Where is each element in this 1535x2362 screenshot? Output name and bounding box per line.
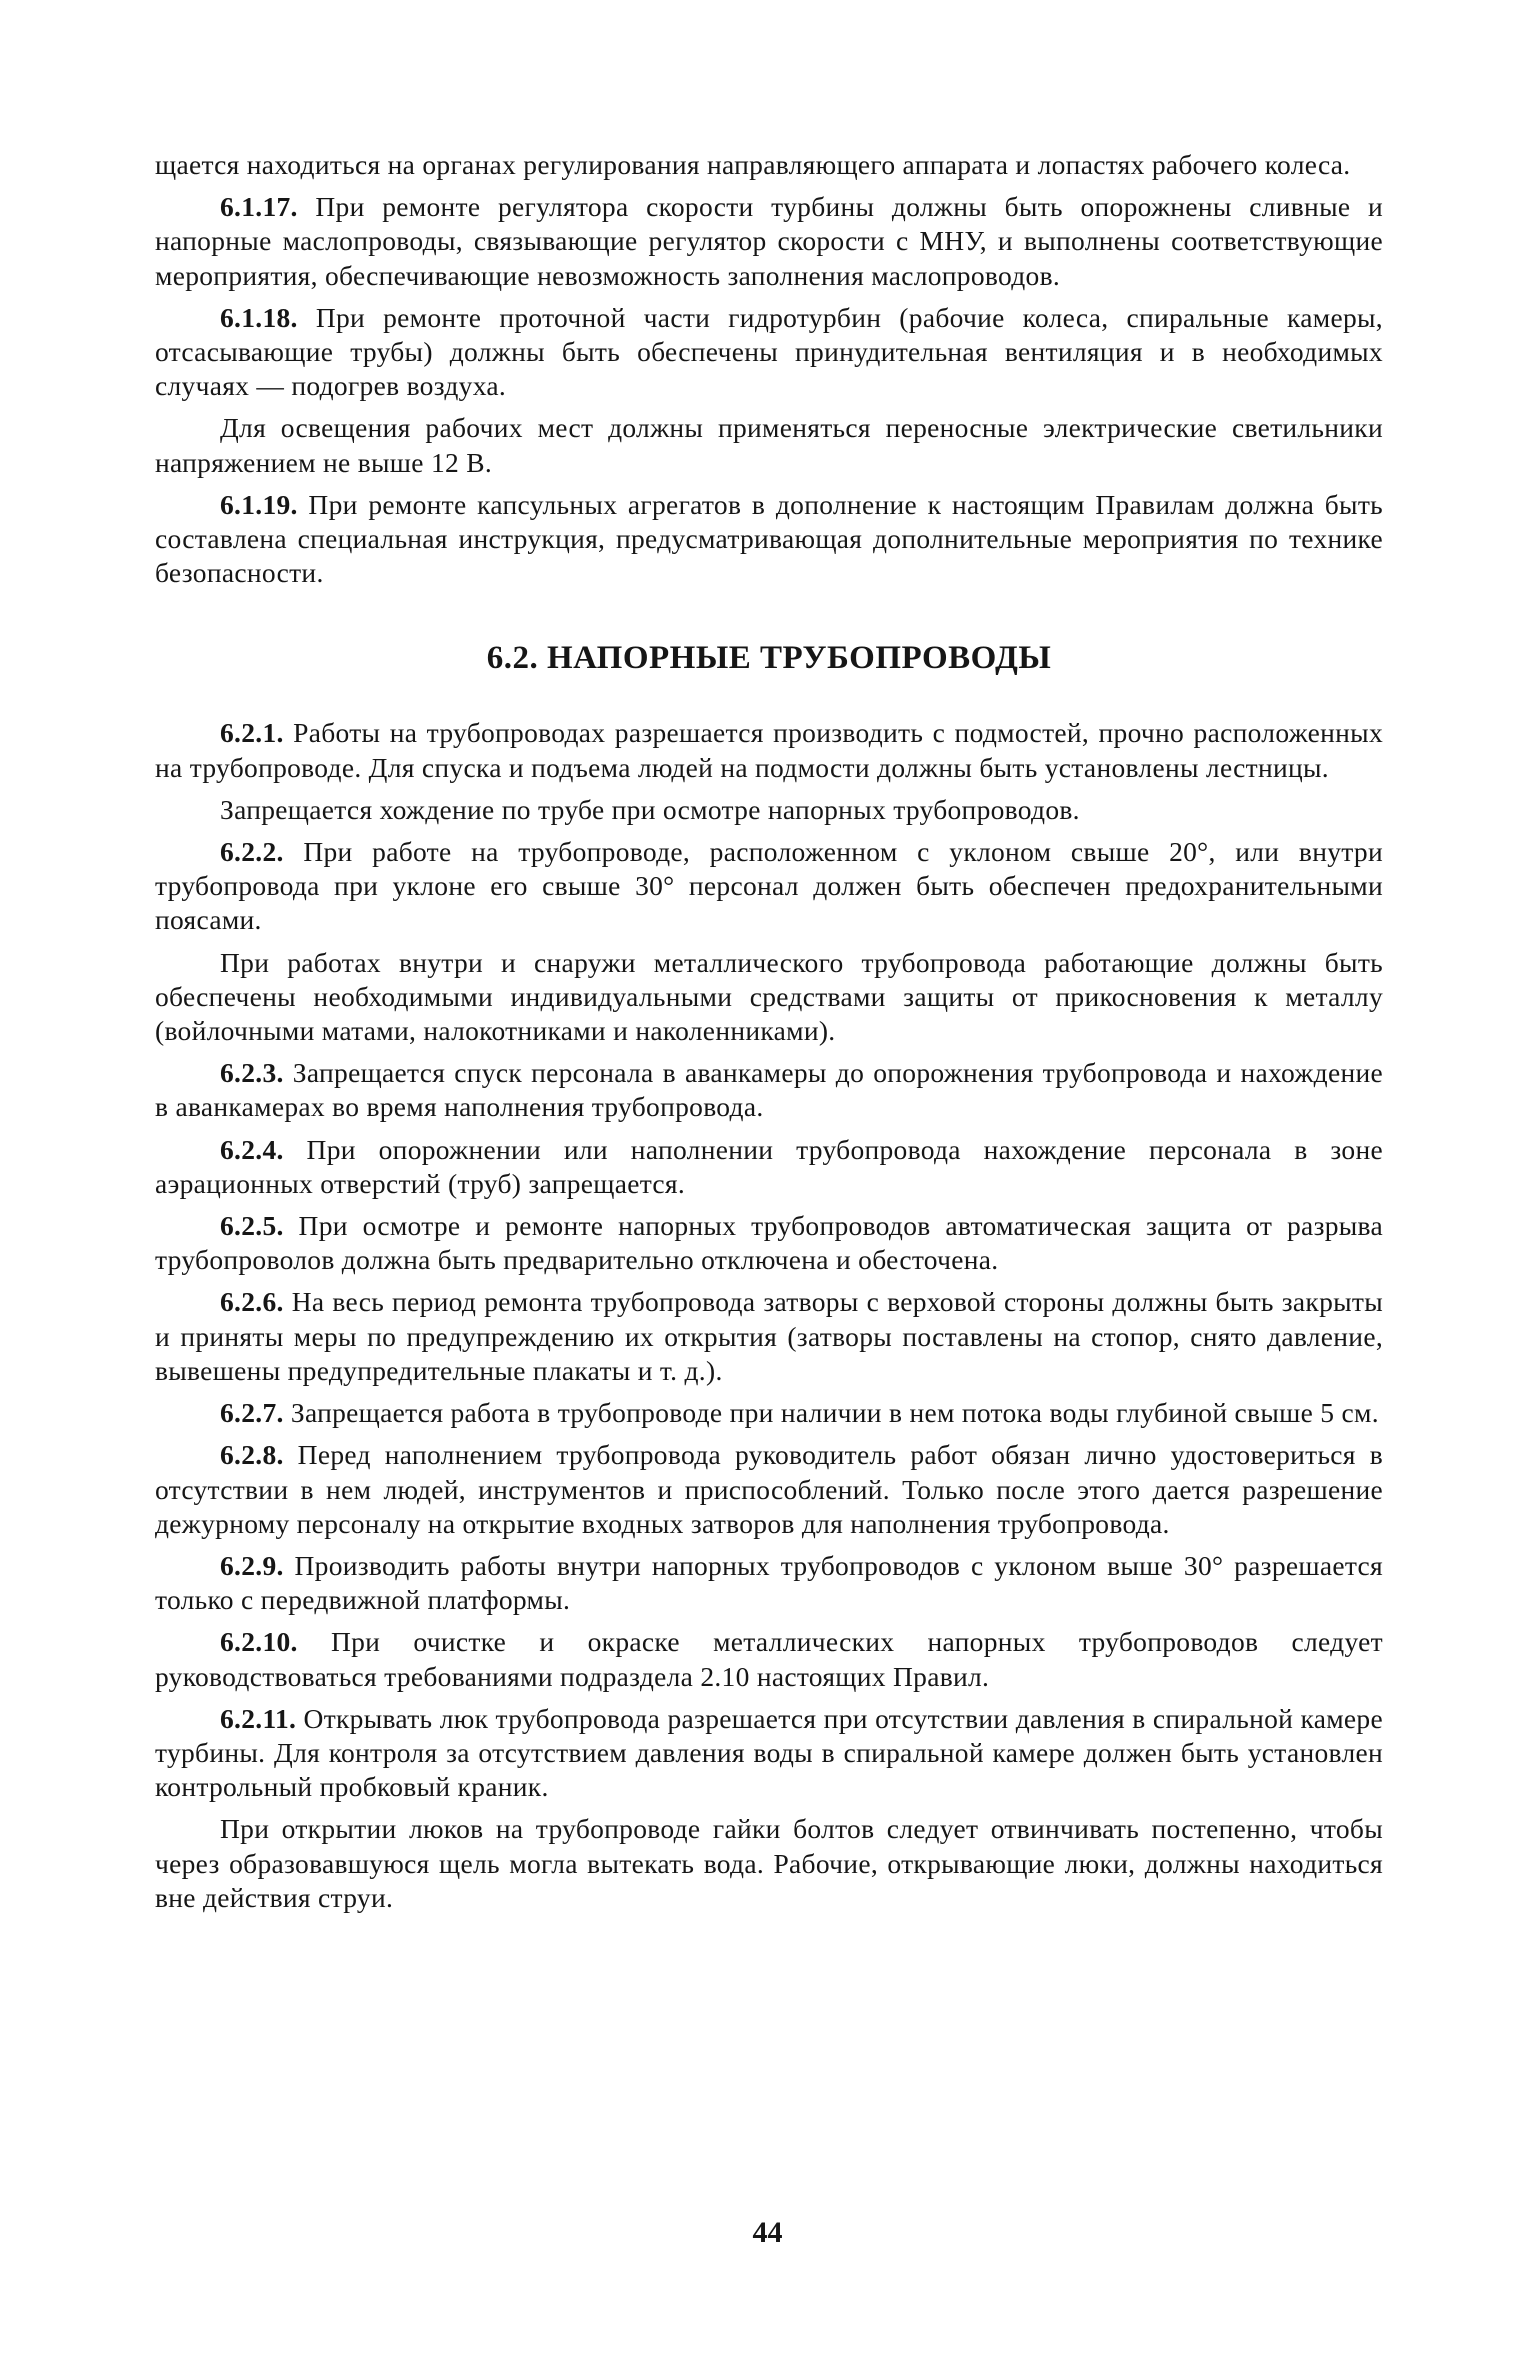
paragraph-text: При осмотре и ремонте напорных трубопроводов автоматическая защита от разрыва трубопроволов должна быть предварительно отключена и обесточена. [155,1210,1383,1276]
clause-number: 6.2.5. [220,1210,284,1242]
clause-number: 6.1.19. [220,488,298,520]
paragraph-text: Открывать люк трубопровода разрешается при отсутствии давления в спиральной камере турбины. Для контроля за отсутствием давления воды в спиральной камере должен быть установлен контрольный пробковый краник. [155,1702,1383,1803]
paragraph-text: При открытии люков на трубопроводе гайки болтов следует отвинчивать постепенно, чтобы через образовавшуюся щель могла вытекать вода. Рабочие, открывающие люки, должны находиться вне действия струи. [155,1813,1383,1913]
clause-number: 6.2.7. [220,1397,284,1429]
paragraph-text: При ремонте регулятора скорости турбины должны быть опорожнены сливные и напорные маслопроводы, связывающие регулятор скорости с МНУ, и выполнены соответствующие мероприятия, обеспечивающие невозможность заполнения маслопроводов. [155,191,1383,291]
paragraph [155,1056,1383,1124]
paragraph-text: Производить работы внутри напорных трубопроводов с уклоном выше 30° разрешается только с передвижной платформы. [155,1549,1383,1616]
paragraph-text: При ремонте проточной части гидротурбин (рабочие колеса, спиральные камеры, отсасывающие трубы) должны быть обеспечены принудительная вентиляция и в необходимых случаях — подогрев воздуха. [155,301,1383,402]
paragraph [155,946,1383,1049]
clause-number: 6.2.1. [220,717,284,749]
paragraph-text: На весь период ремонта трубопровода затворы с верховой стороны должны быть закрыты и приняты меры по предупреждению их открытия (затворы поставлены на стопор, снято давление, вывешены предупредительные плакаты и т. д.). [155,1286,1383,1386]
page-number: 44 [752,2216,783,2249]
paragraph [155,793,1383,827]
paragraph [155,1438,1383,1541]
paragraph [155,148,1383,182]
paragraph-text: При опорожнении или наполнении трубопровода нахождение персонала в зоне аэрационных отверстий (труб) запрещается. [155,1133,1383,1199]
paragraph-text: Для освещения рабочих мест должны применяться переносные электрические светильники напряжением не выше 12 В. [155,412,1383,478]
paragraph [155,1285,1383,1388]
paragraph-text: щается находиться на органах регулирования направляющего аппарата и лопастях рабочего колеса. [155,149,1351,180]
clause-number: 6.2.3. [220,1057,284,1089]
paragraph-text: При работах внутри и снаружи металлического трубопровода работающие должны быть обеспечены необходимыми индивидуальными средствами защиты от прикосновения к металлу (войлочными матами, налокотниками и наколенниками). [155,946,1383,1047]
clause-number: 6.2.9. [220,1549,284,1581]
section-heading: 6.2. НАПОРНЫЕ ТРУБОПРОВОДЫ [486,640,1052,677]
paragraph-text: При очистке и окраске металлических напорных трубопроводов следует руководствоваться требованиями подраздела 2.10 настоящих Правил. [155,1626,1383,1692]
paragraph-text: Запрещается спуск персонала в аванкамеры до опорожнения трубопровода и нахождение в аванкамерах во время наполнения трубопровода. [155,1057,1383,1123]
paragraph-text: Запрещается хождение по трубе при осмотре напорных трубопроводов. [220,793,1080,825]
paragraph [155,1133,1383,1201]
paragraph-text: Запрещается работа в трубопроводе при наличии в нем потока воды глубиной свыше 5 см. [290,1397,1379,1429]
paragraph-text: Перед наполнением трубопровода руководитель работ обязан лично удостовериться в отсутствии в нем людей, инструментов и приспособлений. Только после этого дается разрешение дежурному персоналу на открытие входных затворов для наполнения трубопровода. [155,1439,1383,1539]
paragraph [155,835,1383,938]
paragraph [155,716,1383,784]
paragraph [155,190,1383,293]
paragraph [155,1702,1383,1805]
paragraph [155,411,1383,479]
clause-number: 6.2.8. [220,1439,284,1471]
document-page [155,148,1383,1915]
paragraph-text: При ремонте капсульных агрегатов в дополнение к настоящим Правилам должна быть составлена специальная инструкция, предусматривающая дополнительные мероприятия по технике безопасности. [155,488,1383,589]
clause-number: 6.2.11. [220,1702,297,1734]
clause-number: 6.2.4. [220,1133,284,1165]
paragraph [155,1396,1383,1430]
clause-number: 6.2.2. [220,836,284,868]
paragraph [155,1209,1383,1277]
paragraph-text: При работе на трубопроводе, расположенном с уклоном свыше 20°, или внутри трубопровода при уклоне его свыше 30° персонал должен быть обеспечен предохранительными поясами. [155,836,1383,936]
clause-number: 6.1.17. [220,191,298,223]
paragraph-text: Работы на трубопроводах разрешается производить с подмостей, прочно расположенных на трубопроводе. Для спуска и подъема людей на подмости должны быть установлены лестницы. [155,717,1383,783]
clause-number: 6.1.18. [220,301,298,333]
paragraph [155,1625,1383,1693]
paragraph [155,488,1383,591]
clause-number: 6.2.6. [220,1286,284,1318]
clause-number: 6.2.10. [220,1626,298,1658]
paragraph [155,1549,1383,1617]
paragraph [155,1812,1383,1915]
paragraph [155,301,1383,404]
